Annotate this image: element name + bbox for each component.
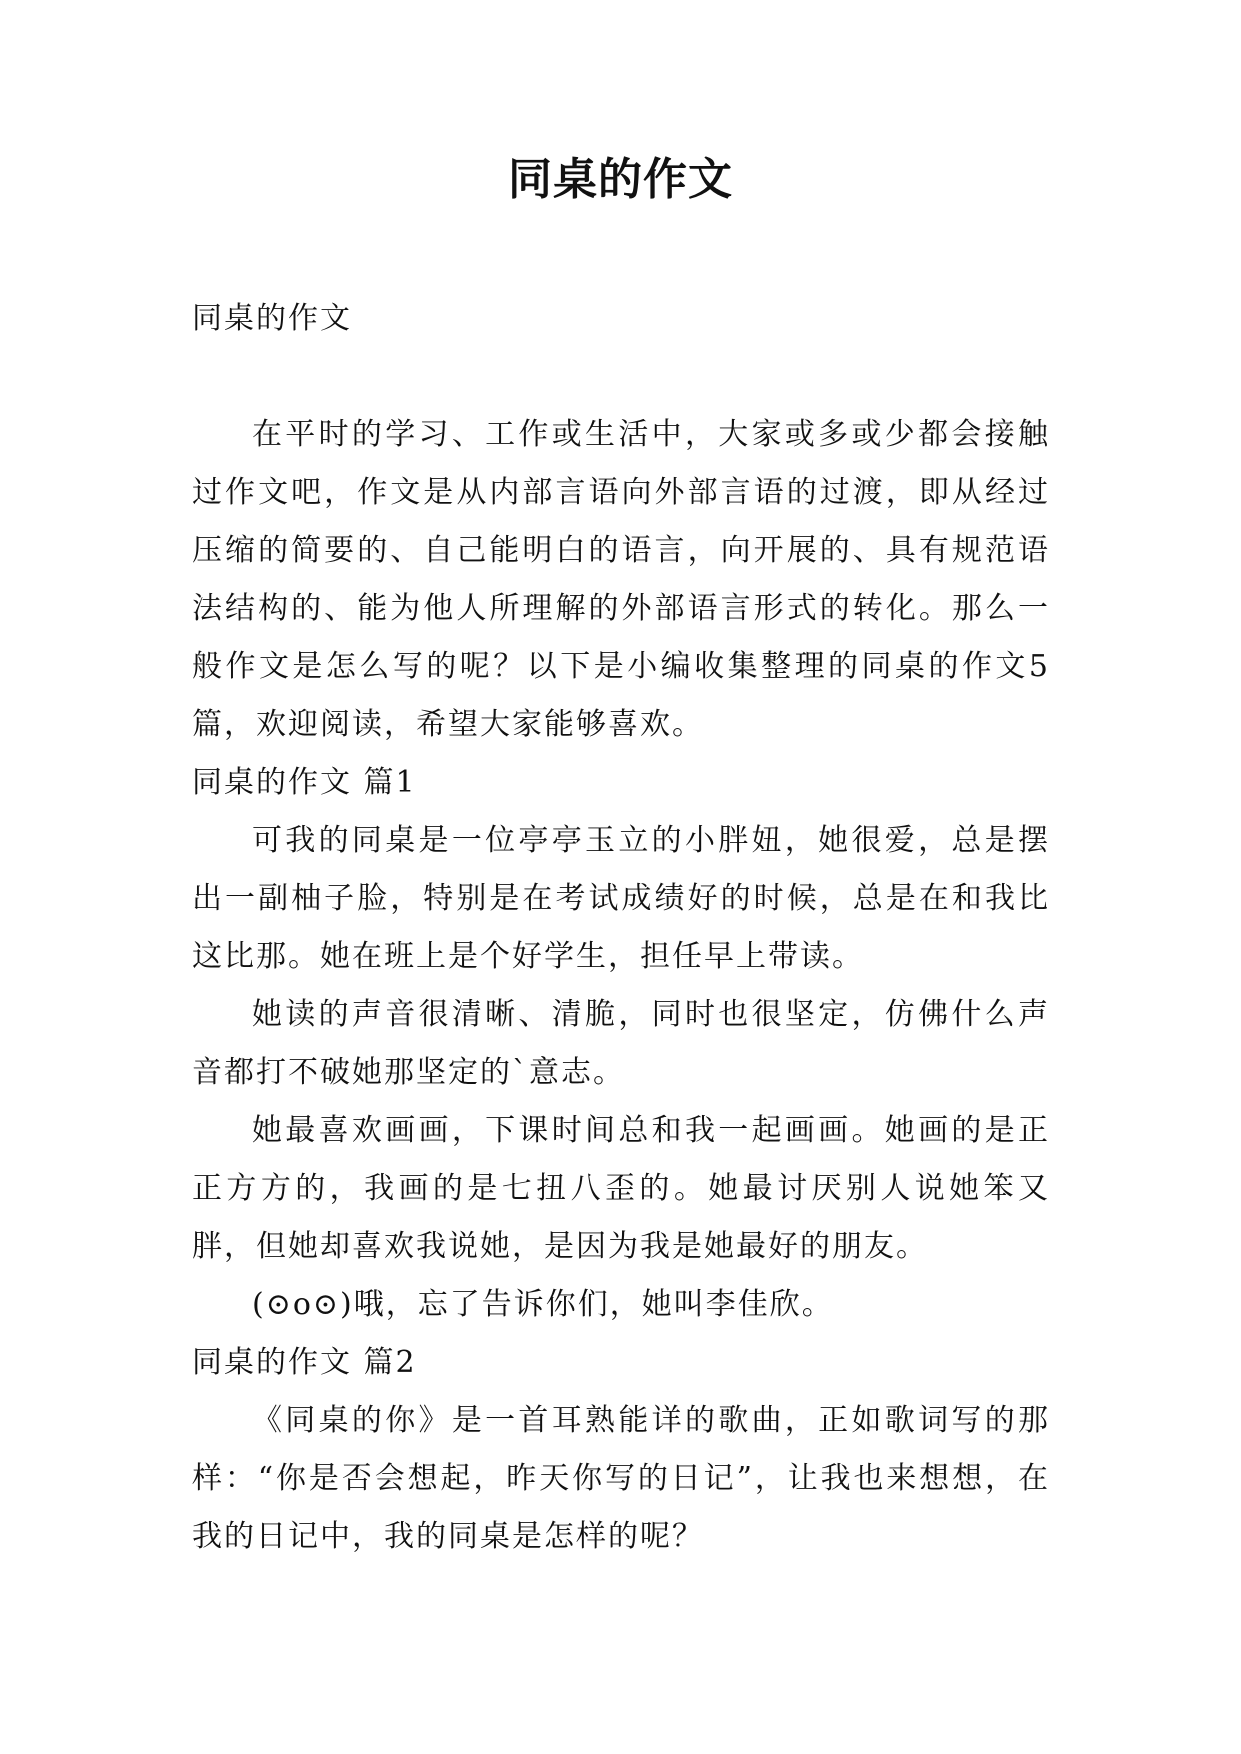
section-heading-1: 同桌的作文 篇1	[192, 765, 417, 800]
document-label: 同桌的作文	[192, 301, 352, 336]
section-1-paragraph-3: 她最喜欢画画，下课时间总和我一起画画。她画的是正正方方的，我画的是七扭八歪的。她最讨厌别人说她笨又胖，但她却喜欢我说她，是因为我是她最好的朋友。	[192, 1113, 1050, 1264]
section-2-paragraph-1: 《同桌的你》是一首耳熟能详的歌曲，正如歌词写的那样：“你是否会想起，昨天你写的日记”，让我也来想想，在我的日记中，我的同桌是怎样的呢？	[192, 1403, 1050, 1554]
intro-paragraph: 在平时的学习、工作或生活中，大家或多或少都会接触过作文吧，作文是从内部言语向外部言语的过渡，即从经过压缩的简要的、自己能明白的语言，向开展的、具有规范语法结构的、能为他人所理解的外部语言形式的转化。那么一般作文是怎么写的呢？以下是小编收集整理的同桌的作文5篇，欢迎阅读，希望大家能够喜欢。	[192, 417, 1050, 742]
document-title: 同桌的作文	[508, 154, 733, 205]
document-body	[192, 290, 1050, 1566]
section-1-paragraph-4: (⊙o⊙)哦，忘了告诉你们，她叫李佳欣。	[252, 1287, 834, 1322]
section-1-paragraph-2: 她读的声音很清晰、清脆，同时也很坚定，仿佛什么声音都打不破她那坚定的`意志。	[192, 997, 1050, 1090]
section-1-paragraph-1: 可我的同桌是一位亭亭玉立的小胖妞，她很爱，总是摆出一副柚子脸，特别是在考试成绩好的时候，总是在和我比这比那。她在班上是个好学生，担任早上带读。	[192, 823, 1050, 974]
section-heading-2: 同桌的作文 篇2	[192, 1345, 417, 1380]
